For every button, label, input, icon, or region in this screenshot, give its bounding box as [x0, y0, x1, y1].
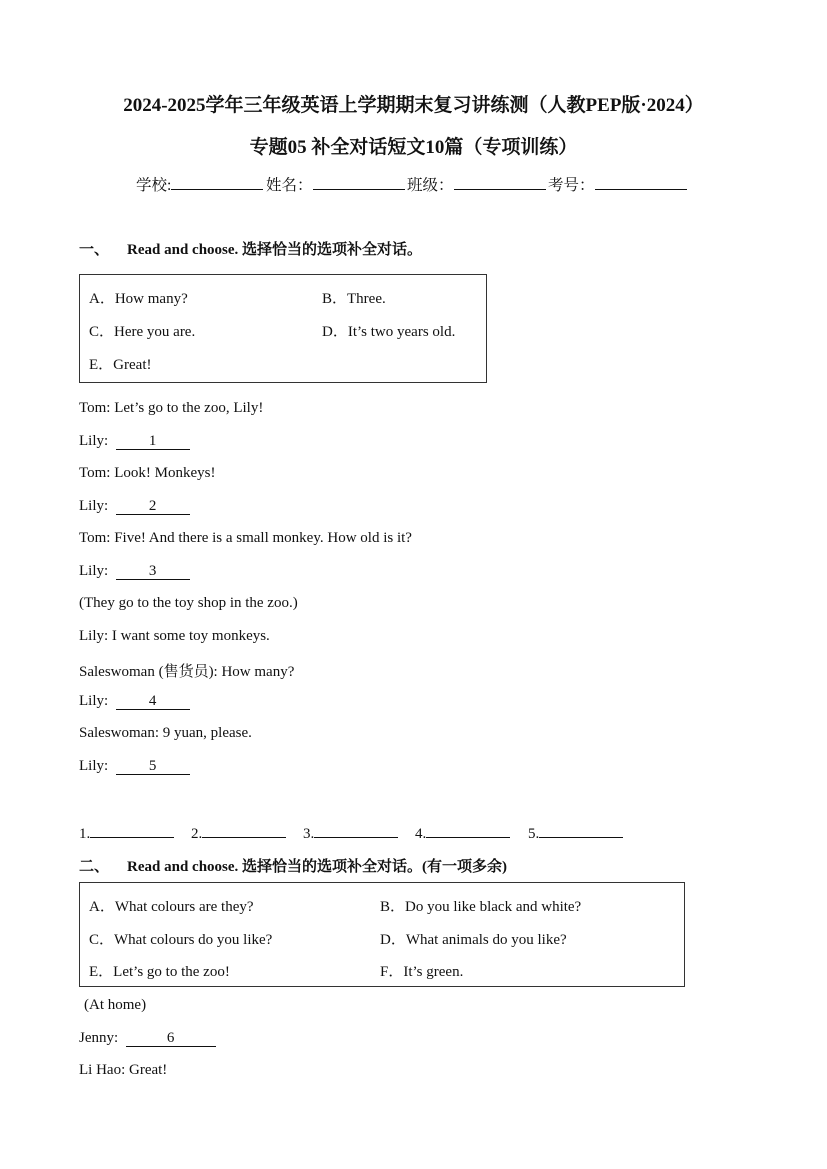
option-a: A．How many?	[89, 291, 188, 307]
dialogue-line: (They go to the toy shop in the zoo.)	[79, 595, 298, 611]
name-field[interactable]: 姓名：	[266, 173, 405, 195]
dialogue-line: Tom: Look! Monkeys!	[79, 465, 216, 481]
option-c: C．What colours do you like?	[89, 932, 273, 948]
section1-heading: 一、 Read and choose. 选择恰当的选项补全对话。	[79, 242, 423, 258]
answer-blank-4[interactable]: 4	[116, 693, 190, 710]
dialogue-line: Saleswoman: 9 yuan, please.	[79, 725, 252, 741]
dialogue-line: Saleswoman (售货员): How many?	[79, 664, 295, 680]
page-subtitle: 专题05 补全对话短文10篇（专项训练）	[249, 137, 578, 158]
class-field[interactable]: 班级：	[407, 173, 546, 195]
dialogue-line: Lily: 3	[79, 563, 190, 580]
page-title: 2024-2025学年三年级英语上学期期末复习讲练测（人教PEP版·2024）	[123, 95, 704, 116]
answer-blank-3[interactable]: 3	[116, 563, 190, 580]
dialogue-line: Lily: I want some toy monkeys.	[79, 628, 270, 644]
option-b: B．Do you like black and white?	[380, 899, 582, 915]
option-e: E．Great!	[89, 357, 152, 373]
answer-field-1[interactable]: 1.	[79, 823, 174, 843]
dialogue-line: Lily: 2	[79, 498, 190, 515]
dialogue-line: Tom: Five! And there is a small monkey. How old is it?	[79, 530, 412, 546]
option-d: D．What animals do you like?	[380, 932, 567, 948]
school-field[interactable]: 学校:	[136, 173, 263, 195]
option-e: E．Let’s go to the zoo!	[89, 964, 230, 980]
answer-field-4[interactable]: 4.	[415, 823, 510, 843]
answer-blank-1[interactable]: 1	[116, 433, 190, 450]
option-c: C．Here you are.	[89, 324, 196, 340]
option-a: A．What colours are they?	[89, 899, 254, 915]
answer-field-3[interactable]: 3.	[303, 823, 398, 843]
option-f: F．It’s green.	[380, 964, 464, 980]
dialogue-line: (At home)	[84, 997, 147, 1013]
dialogue-line: Tom: Let’s go to the zoo, Lily!	[79, 400, 264, 416]
answer-blank-2[interactable]: 2	[116, 498, 190, 515]
dialogue-line: Lily: 4	[79, 693, 190, 710]
answer-blank-5[interactable]: 5	[116, 758, 190, 775]
answer-field-2[interactable]: 2.	[191, 823, 286, 843]
exam-number-field[interactable]: 考号：	[548, 173, 687, 195]
dialogue-line: Lily: 5	[79, 758, 190, 775]
option-d: D．It’s two years old.	[322, 324, 456, 340]
dialogue-line: Li Hao: Great!	[79, 1062, 168, 1078]
dialogue-line: Jenny: 6	[79, 1030, 216, 1047]
dialogue-line: Lily: 1	[79, 433, 190, 450]
answer-blank-6[interactable]: 6	[126, 1030, 216, 1047]
option-b: B．Three.	[322, 291, 386, 307]
answer-field-5[interactable]: 5.	[528, 823, 623, 843]
section2-heading: 二、 Read and choose. 选择恰当的选项补全对话。(有一项多余)	[79, 859, 508, 875]
